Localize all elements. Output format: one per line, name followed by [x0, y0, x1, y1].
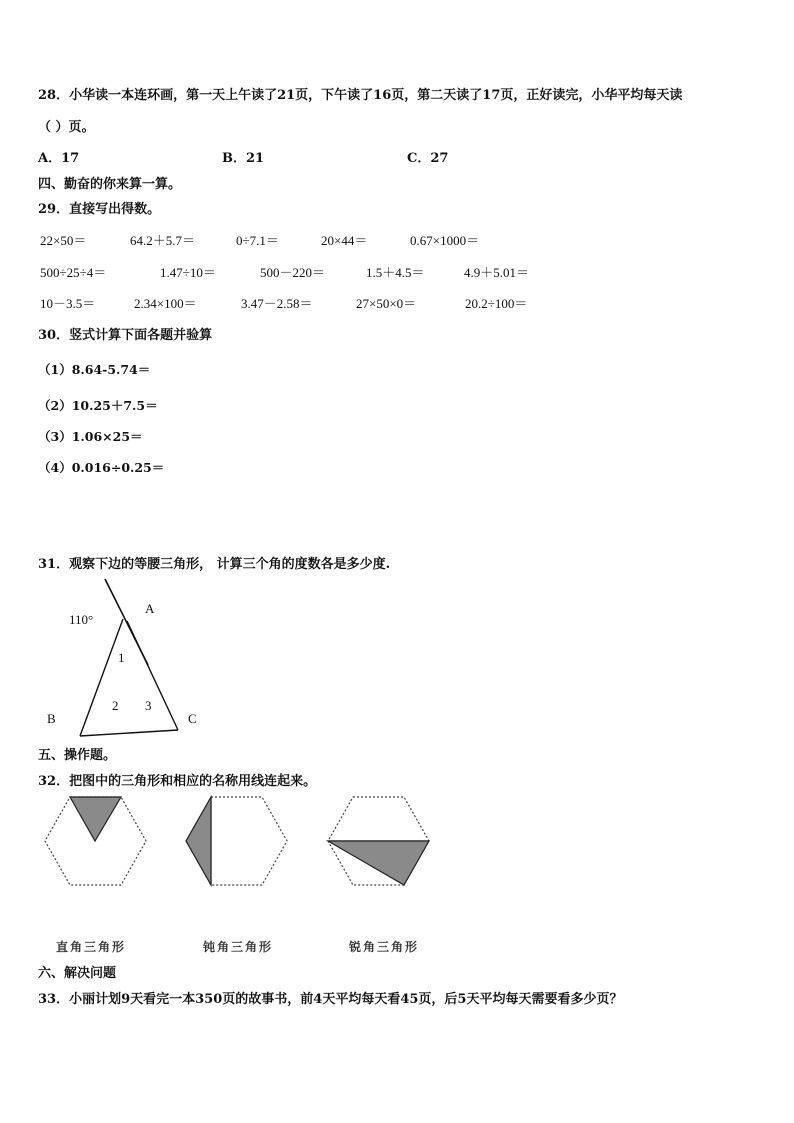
q29-r1-c2: 64.2＋5.7＝	[130, 233, 196, 248]
q30-item-2: （2）10.25＋7.5＝	[38, 398, 158, 413]
q28-line1: 28．小华读一本连环画，第一天上午读了21页，下午读了16页，第二天读了17页，正好读完，小华平均每天读	[38, 88, 683, 103]
q32-title: 32．把图中的三角形和相应的名称用线连起来。	[38, 774, 317, 789]
q29-r3-c1: 10－3.5＝	[40, 296, 96, 311]
q28-option-c: C．27	[407, 151, 449, 166]
section-4-heading: 四、勤奋的你来算一算。	[38, 177, 182, 192]
q29-r3-c4: 27×50×0＝	[356, 296, 417, 311]
q28-option-b: B．21	[222, 151, 265, 166]
q29-r1-c5: 0.67×1000＝	[410, 233, 480, 248]
hexagon-obtuse-triangle	[186, 797, 287, 885]
angle-110-label: 110°	[69, 612, 94, 627]
angle-1-label: 1	[118, 650, 125, 665]
q30-item-3: （3）1.06×25＝	[38, 429, 143, 444]
vertex-b-label: B	[47, 711, 56, 726]
q29-r2-c3: 500－220＝	[260, 265, 326, 280]
q29-r1-c4: 20×44＝	[321, 233, 368, 248]
q29-r3-c3: 3.47－2.58＝	[241, 296, 313, 311]
q30-item-4: （4）0.016÷0.25＝	[38, 460, 165, 475]
q30-item-1: （1）8.64-5.74＝	[38, 362, 151, 377]
q31-title: 31．观察下边的等腰三角形， 计算三个角的度数各是多少度.	[38, 557, 391, 572]
q29-r3-c5: 20.2÷100＝	[465, 296, 528, 311]
q29-title: 29．直接写出得数。	[38, 202, 161, 217]
q29-r2-c4: 1.5＋4.5＝	[366, 265, 425, 280]
q33-title: 33．小丽计划9天看完一本350页的故事书，前4天平均每天看45页，后5天平均每天需要看多少页？	[38, 992, 623, 1007]
section-6-heading: 六、解决问题	[38, 966, 117, 981]
hexagon-right-triangle	[45, 797, 146, 885]
name-right-triangle: 直角三角形	[56, 940, 127, 954]
q30-title: 30．竖式计算下面各题并验算	[38, 328, 213, 343]
q29-r1-c1: 22×50＝	[40, 233, 87, 248]
angle-2-label: 2	[112, 698, 119, 713]
name-obtuse-triangle: 钝角三角形	[203, 940, 274, 954]
hexagon-acute-triangle	[328, 797, 429, 885]
q29-r2-c1: 500÷25÷4＝	[40, 265, 107, 280]
vertex-a-label: A	[145, 601, 155, 616]
q28-option-a: A．17	[38, 151, 80, 166]
angle-3-label: 3	[145, 698, 152, 713]
section-5-heading: 五、操作题。	[38, 748, 117, 763]
vertex-c-label: C	[188, 711, 197, 726]
name-acute-triangle: 锐角三角形	[349, 940, 420, 954]
q29-r1-c3: 0÷7.1＝	[236, 233, 279, 248]
q29-r3-c2: 2.34×100＝	[134, 296, 197, 311]
q29-r2-c5: 4.9＋5.01＝	[464, 265, 530, 280]
q28-line2: （ ）页。	[38, 120, 95, 135]
q29-r2-c2: 1.47÷10＝	[160, 265, 216, 280]
